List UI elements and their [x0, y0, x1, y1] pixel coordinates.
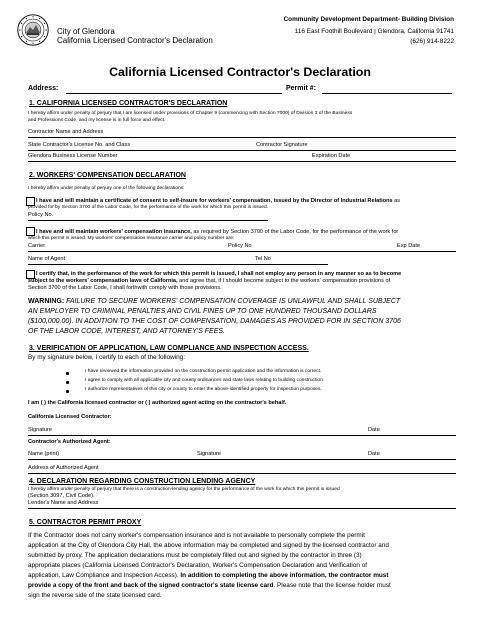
insurance-line2: which this permit is issued. My workers' compensation insurance carrier and policy number are:	[28, 236, 235, 241]
proxy-line7: sign the reverse side of the state licensed card.	[28, 592, 162, 599]
insurance-bold: I have and will maintain workers' compensation insurance,	[36, 229, 192, 235]
self-insure-tail: as	[392, 198, 401, 204]
permit-label: Permit #:	[286, 85, 316, 92]
section1-heading: 1. CALIFORNIA LICENSED CONTRACTOR'S DECLARATION	[29, 100, 228, 107]
proxy-line6-bold: provide a copy of the front and back of the signed contractor's state license card	[28, 582, 274, 589]
no-employees-line3: Section 3700 of the Labor Code, I shall forthwith comply with those provisions.	[28, 285, 222, 291]
no-employees-bold: subject to the workers' compensation laws of California,	[28, 278, 178, 284]
section1-text-line2: and Professions Code, and my license is in full force and effect.	[28, 118, 166, 123]
agent-address-label: Address of Authorized Agent	[28, 465, 99, 471]
section4-text-line1: I hereby affirm under penalty of perjury that there is a construction-lending agency for the performance of the work for which this permit is issued	[28, 487, 340, 492]
bullet-1: I have reviewed the information provided on the construction permit application and the information is correct.	[85, 369, 322, 374]
self-insure-bold: I have and will maintain a certificate of consent to self-insure for workers' compensation, issued by the Director of Industrial Relations	[36, 198, 393, 204]
policy-no-line-1[interactable]	[28, 220, 268, 221]
agent-name-print-label: Name (print)	[28, 451, 60, 457]
bullet-3-dot	[66, 390, 69, 393]
warning-label: WARNING:	[28, 298, 65, 305]
proxy-line5-text: application, Law Compliance and Inspection Access).	[28, 572, 181, 579]
dept-name: Community Development Department- Building Division	[283, 16, 454, 23]
contractor-name-address-line[interactable]	[28, 137, 456, 138]
contractor-signature-label-2: Signature	[28, 427, 52, 433]
section4-text-line2: (Section 3097, Civil Code).	[28, 493, 95, 499]
self-insure-line2: provided for by Section 3700 of the Labor Code, for the performance of the work for which this permit is issued.	[28, 205, 269, 210]
bullet-2: I agree to comply with all applicable city and county ordinances and state laws relating to building construction.	[85, 378, 325, 383]
insurance-rest: as required by Section 3700 of the Labor Code, for the performance of the work for	[191, 229, 399, 235]
dept-address: 116 East Foothill Boulevard | Glendora, California 91741	[294, 28, 454, 35]
city-seal	[17, 14, 49, 46]
expiration-date-label: Expiration Date	[312, 153, 351, 159]
licensed-contractor-heading: California Licensed Contractor:	[28, 414, 112, 420]
proxy-line5-bold: In addition to completing the above information, the contractor must	[180, 572, 389, 579]
no-employees-line2	[28, 279, 390, 285]
policy-no-label-1: Policy No.	[28, 212, 54, 218]
agent-name-line[interactable]	[28, 264, 328, 265]
carrier-line[interactable]	[28, 251, 456, 252]
bullet-3: I authorize representatives of this city or county to enter the above-identified property for inspection purposes.	[85, 387, 322, 392]
proxy-line6-text: . Please note that the license holder must	[273, 582, 391, 589]
agent-name-signature-line[interactable]	[28, 459, 456, 460]
warning-line3: ($100,000.00). IN ADDITION TO THE COST OF COMPENSATION, DAMAGES AS PROVIDED FOR IN SECTION 3706	[28, 318, 401, 325]
exp-date-label: Exp Date	[397, 243, 421, 249]
header-subtitle: California Licensed Contractor's Declaration	[57, 36, 213, 45]
business-license-line[interactable]	[28, 161, 456, 162]
business-license-label: Glendora Business License Number	[28, 153, 118, 159]
page-title: California Licensed Contractor's Declaration	[109, 65, 371, 79]
state-license-label: State Contractor's License No. and Class	[28, 142, 131, 148]
agent-date-label: Date	[368, 451, 380, 457]
proxy-line5	[28, 573, 388, 579]
section3-intro: By my signature below, I certify to each of the following:	[28, 354, 186, 361]
proxy-line2: application at the City of Glendora City Hall, the above information may be completed and signed by the licensed contractor and	[28, 542, 389, 549]
section2-intro: I hereby affirm under penalty of perjury one of the following declarations:	[28, 186, 185, 191]
warning-line4: OF THE LABOR CODE, INTEREST, AND ATTORNEY'S FEES.	[28, 328, 225, 335]
section2-heading: 2. WORKERS' COMPENSATION DECLARATION	[29, 172, 186, 179]
section5-heading: 5. CONTRACTOR PERMIT PROXY	[29, 519, 142, 526]
insurance-checkbox[interactable]	[26, 227, 35, 236]
contractor-name-address-label: Contractor Name and Address	[28, 129, 104, 135]
proxy-line4: appropriate places (California Licensed Contractor's Declaration, Worker's Compensation Declaration and Verification of	[28, 562, 368, 569]
state-license-line[interactable]	[28, 150, 456, 151]
policy-no-label-2: Policy No	[228, 243, 252, 249]
warning-text1: FAILURE TO SECURE WORKERS' COMPENSATION COVERAGE IS UNLAWFUL AND SHALL SUBJECT	[64, 298, 401, 305]
address-label: Address:	[28, 85, 59, 92]
permit-field-line[interactable]	[322, 93, 452, 94]
bullet-1-dot	[66, 372, 69, 375]
proxy-line6	[28, 583, 391, 589]
warning-line2: AN EMPLOYER TO CRIMINAL PENALTIES AND CIVIL FINES UP TO ONE HUNDRED THOUSAND DOLLARS	[28, 308, 377, 315]
authorized-agent-heading: Contractor's Authorized Agent:	[28, 439, 111, 445]
no-employees-line1: I certify that, in the performance of the work for which this permit is issued, I shall not employ any person in any manner so as to become	[36, 271, 402, 277]
lender-name-address-label: Lender's Name and Address	[28, 500, 99, 506]
agent-signature-label: Signature	[197, 451, 221, 457]
dept-phone: (626) 914-8222	[410, 38, 454, 45]
no-employees-rest: and agree that, if I should become subject to the workers' compensation provisions of	[177, 278, 391, 284]
contractor-signature-label: Contractor Signature	[256, 142, 308, 148]
bullet-2-dot	[66, 381, 69, 384]
contractor-date-label: Date	[368, 427, 380, 433]
city-name: City of Glendora	[57, 27, 115, 36]
address-field-line[interactable]	[66, 93, 282, 94]
agent-name-label: Name of Agent	[28, 256, 66, 262]
proxy-line3: submitted by proxy. The application declarations must be completely filled out and signed by the contractor in three (3)	[28, 552, 362, 559]
proxy-line1: If the Contractor does not carry worker's compensation insurance and is not available to personally complete the permit	[28, 532, 365, 539]
section1-text-line1: I hereby affirm under penalty of perjury that I am licensed under provisions of Chapter 9 (commencing with Section 7000) of Division 3 of the Business	[28, 111, 353, 116]
contractor-signature-line[interactable]	[28, 435, 456, 436]
self-insure-line1	[36, 199, 400, 205]
contractor-or-agent-statement: I am ( ) the California licensed contractor or ( ) authorized agent acting on the contractor's behalf.	[28, 400, 287, 406]
lender-name-address-line[interactable]	[28, 508, 456, 509]
insurance-line1	[36, 230, 398, 236]
section4-heading: 4. DECLARATION REGARDING CONSTRUCTION LENDING AGENCY	[29, 478, 256, 485]
carrier-label: Carrier	[28, 243, 46, 249]
tel-no-label: Tel No	[255, 256, 271, 262]
section3-heading: 3. VERIFICATION OF APPLICATION, LAW COMPLIANCE AND INSPECTION ACCESS.	[29, 345, 309, 352]
agent-address-line[interactable]	[28, 473, 456, 474]
warning-line1	[28, 298, 400, 305]
